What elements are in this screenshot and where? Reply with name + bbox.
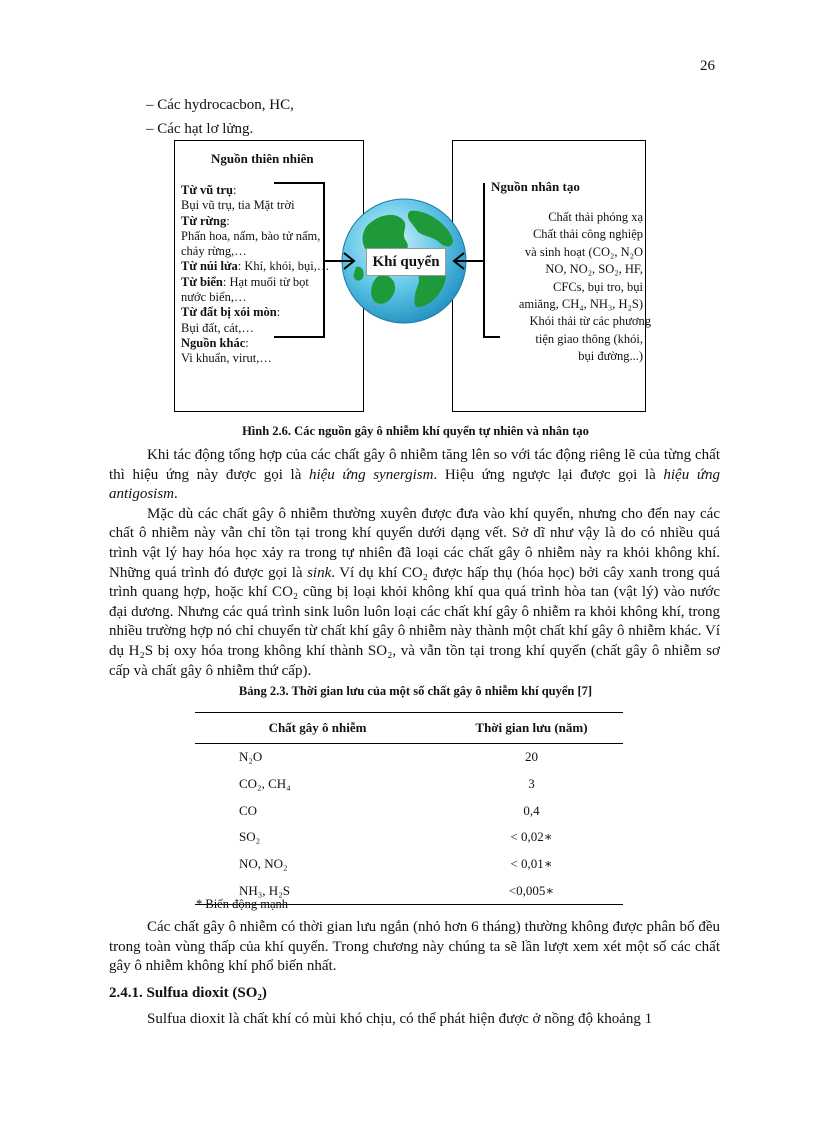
- paragraph-synergism: Khi tác động tổng hợp của các chất gây ô nhiễm tăng lên so với tác động riêng lẽ của từng chất thì hiệu ứng này được gọi là hiệu ứng synergism. Hiệu ứng ngược lại được gọi là hiệu ứng antigosism.: [109, 447, 720, 503]
- bullet-hydrocarbon: – Các hydrocacbon, HC,: [146, 97, 294, 113]
- table-caption: Bảng 2.3. Thời gian lưu của một số chất gây ô nhiễm khí quyển [7]: [238, 684, 593, 698]
- table-row: NO, NO₂ < 0,01∗: [239, 856, 553, 872]
- atmosphere-label: Khí quyển: [366, 248, 446, 276]
- section-heading: 2.4.1. Sulfua dioxit (SO₂): [109, 985, 267, 1001]
- table-row: CO 0,4: [239, 802, 540, 818]
- source-item: Từ biển: Hạt muối từ bọt nước biển,…: [181, 274, 309, 305]
- figure-caption: Hình 2.6. Các nguồn gây ô nhiễm khí quyển tự nhiên và nhân tạo: [242, 424, 589, 438]
- left-connector-arrow: [274, 183, 354, 337]
- source-line: tiện giao thông (khói,: [535, 331, 643, 346]
- body-text-3: [109, 1010, 720, 1030]
- source-item: Nguồn khác: Vi khuẩn, virut,…: [181, 335, 272, 366]
- source-line: Chất thải công nghiệp: [532, 227, 643, 242]
- source-line: NO, NO₂, SO₂, HF,: [545, 262, 643, 277]
- table-row: SO₂ < 0,02∗: [239, 829, 553, 845]
- anthropogenic-sources-list: [481, 209, 651, 366]
- body-text-1: [109, 446, 720, 681]
- column-header-residence-time: Thời gian lưu (năm): [440, 713, 623, 744]
- source-line: bụi đường...): [578, 349, 643, 364]
- body-text-2: [109, 918, 720, 977]
- natural-sources-title: Nguồn thiên nhiên: [211, 151, 314, 166]
- source-item: Từ núi lửa: Khí, khói, bụi,…: [181, 259, 330, 274]
- source-line: và sinh hoạt (CO₂, N₂O: [524, 244, 643, 259]
- column-header-pollutant: Chất gây ô nhiễm: [195, 713, 440, 744]
- bullet-suspended-particles: – Các hạt lơ lửng.: [146, 121, 254, 137]
- anthropogenic-sources-title: Nguồn nhân tạo: [491, 179, 580, 194]
- source-item: Từ rừng: Phấn hoa, nấm, bào tử nấm, cháy rừng,…: [181, 213, 321, 259]
- page-number: 26: [700, 58, 715, 74]
- right-connector-arrow: [454, 183, 500, 337]
- source-line: amiăng, CH₄, NH₃, H₂S): [518, 297, 643, 312]
- paragraph-sink: Mặc dù các chất gây ô nhiễm thường xuyên được đưa vào khí quyển, nhưng cho đến nay các chất ô nhiễm này vẫn chỉ tồn tại trong khí quyển dưới dạng vết. Sở dĩ như vậy là do có nhiều quá trình vật lý hay hóa học xảy ra trong tự nhiên đã loại các chất gây ô nhiễm này ra khỏi không khí. Những quá trình đó được gọi là sink. Ví dụ khí CO₂ được hấp thụ (hóa học) bởi cây xanh trong quá trình quang hợp, hoặc khí CO₂ cũng bị loại khỏi không khí qua quá trình hòa tan (vật lý) vào nước đại dương. Nhưng các quá trình sink luôn luôn loại các chất khí gây ô nhiễm ra khỏi không khí, trong nhiều trường hợp nó chỉ chuyển từ chất khí gây ô nhiễm này thành một chất khí gây ô nhiễm khác. Ví dụ H₂S bị oxy hóa trong không khí thành SO₂, và vẫn tồn tại trong khí quyển (chất gây ô nhiễm sơ cấp và chất gây ô nhiễm thứ cấp).: [109, 505, 720, 679]
- paragraph-so2: Sulfua dioxit là chất khí có mùi khó chịu, có thể phát hiện được ở nồng độ khoảng 1: [147, 1011, 653, 1027]
- source-item: Từ vũ trụ: Bụi vũ trụ, tia Mặt trời: [181, 183, 295, 213]
- paragraph-short-residence: Các chất gây ô nhiễm có thời gian lưu ngắn (nhỏ hơn 6 tháng) thường không được phân bố đều trong toàn vùng thấp của khí quyển. Trong chương này chúng ta sẽ lần lượt xem xét một số các chất gây ô nhiễm không khí phổ biến nhất.: [109, 919, 720, 975]
- table-row: N₂O 20: [239, 749, 538, 765]
- source-line: Chất thải phóng xạ: [548, 210, 643, 224]
- table-row: NH₃, H₂S <0,005∗: [195, 877, 623, 904]
- source-line: Khói thải từ các phương: [529, 314, 651, 329]
- source-item: Từ đất bị xói mòn: Bụi đất, cát,…: [181, 305, 281, 335]
- source-line: CFCs, bụi tro, bụi: [553, 279, 643, 294]
- table-row: CO₂, CH₄ 3: [239, 776, 535, 792]
- residence-time-table: [195, 712, 623, 905]
- table-footnote: * Biến động mạnh: [196, 897, 289, 911]
